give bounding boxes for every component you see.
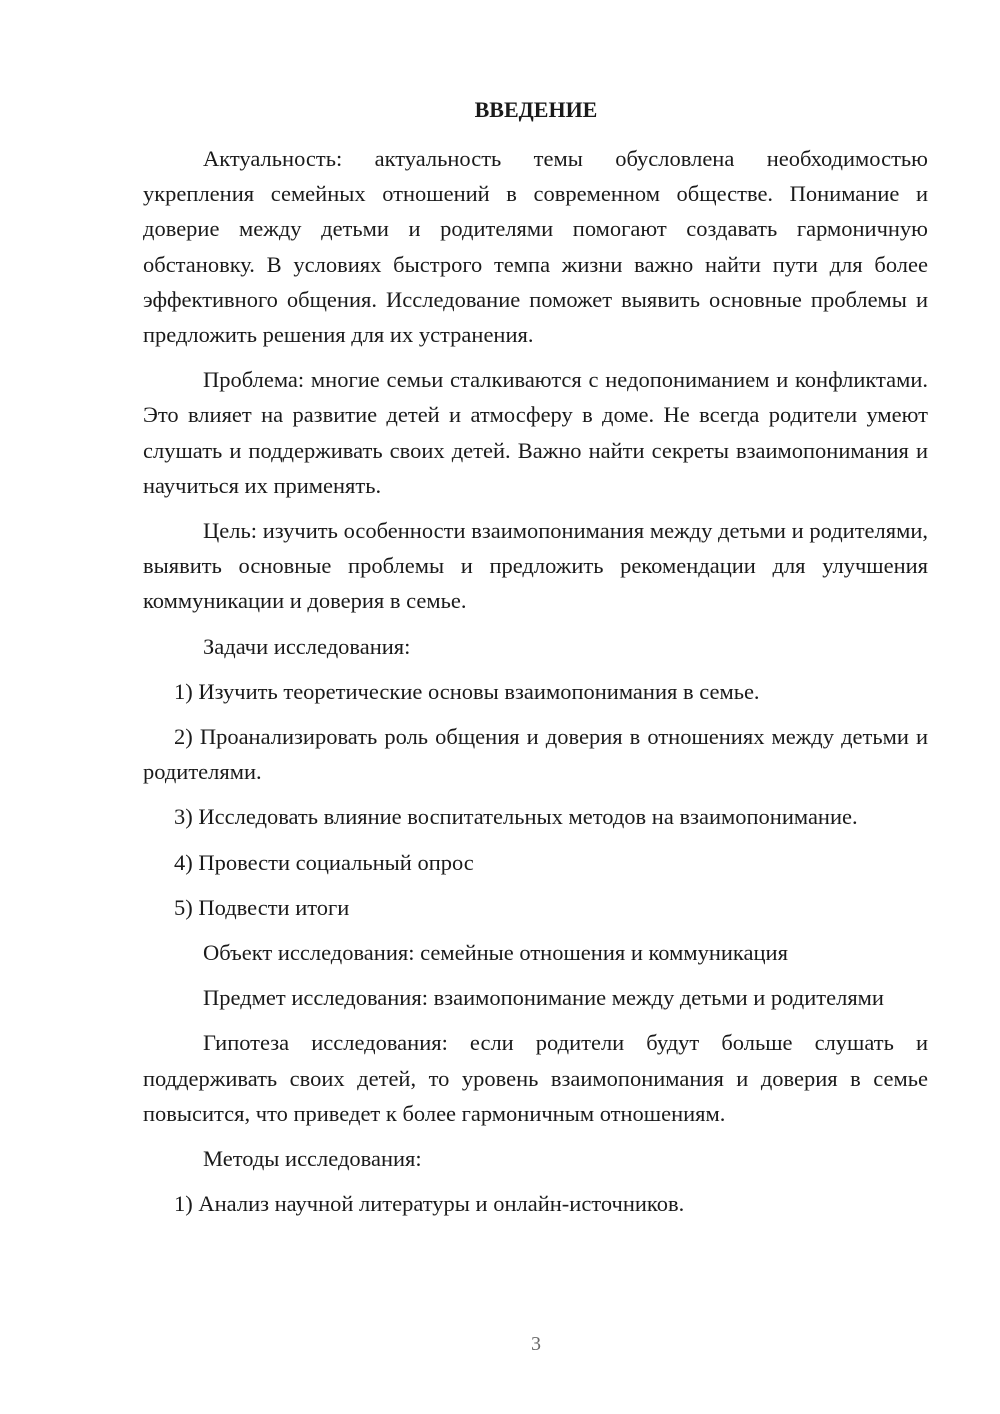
problem-paragraph: Проблема: многие семьи сталкиваются с недопониманием и конфликтами. Это влияет на развитие детей и атмосферу в доме. Не всегда родители умеют слушать и поддерживать своих детей. Важно найти секреты взаимопонимания и научиться их применять. [143,367,928,498]
object-paragraph: Объект исследования: семейные отношения и коммуникация [203,940,788,966]
relevance-paragraph: Актуальность: актуальность темы обусловлена необходимостью укрепления семейных отношений в современном обществе. Понимание и доверие между детьми и родителями помогают создавать гармоничную обстановку. В условиях быстрого темпа жизни важно найти пути для более эффективного общения. Исследование поможет выявить основные проблемы и предложить решения для их устранения. [143,146,928,348]
method-item: 1) Анализ научной литературы и онлайн-источников. [174,1191,685,1217]
document-body [143,141,928,1221]
page-number: 3 [531,1333,541,1355]
page-title: ВВЕДЕНИЕ [474,97,598,122]
goal-paragraph: Цель: изучить особенности взаимопонимания между детьми и родителями, выявить основные проблемы и предложить рекомендации для улучшения коммуникации и доверия в семье. [143,518,928,614]
tasks-heading: Задачи исследования: [203,633,411,659]
task-item: 2) Проанализировать роль общения и доверия в отношениях между детьми и родителями. [143,724,928,785]
task-item: 1) Изучить теоретические основы взаимопонимания в семье. [174,678,760,704]
hypothesis-paragraph: Гипотеза исследования: если родители будут больше слушать и поддерживать своих детей, то уровень взаимопонимания и доверия в семье повысится, что приведет к более гармоничным отношениям. [143,1030,928,1126]
task-item: 5) Подвести итоги [174,894,350,920]
methods-heading: Методы исследования: [203,1146,422,1172]
task-item: 3) Исследовать влияние воспитательных методов на взаимопонимание. [174,804,858,830]
task-item: 4) Провести социальный опрос [174,849,474,875]
subject-paragraph: Предмет исследования: взаимопонимание между детьми и родителями [203,985,884,1011]
